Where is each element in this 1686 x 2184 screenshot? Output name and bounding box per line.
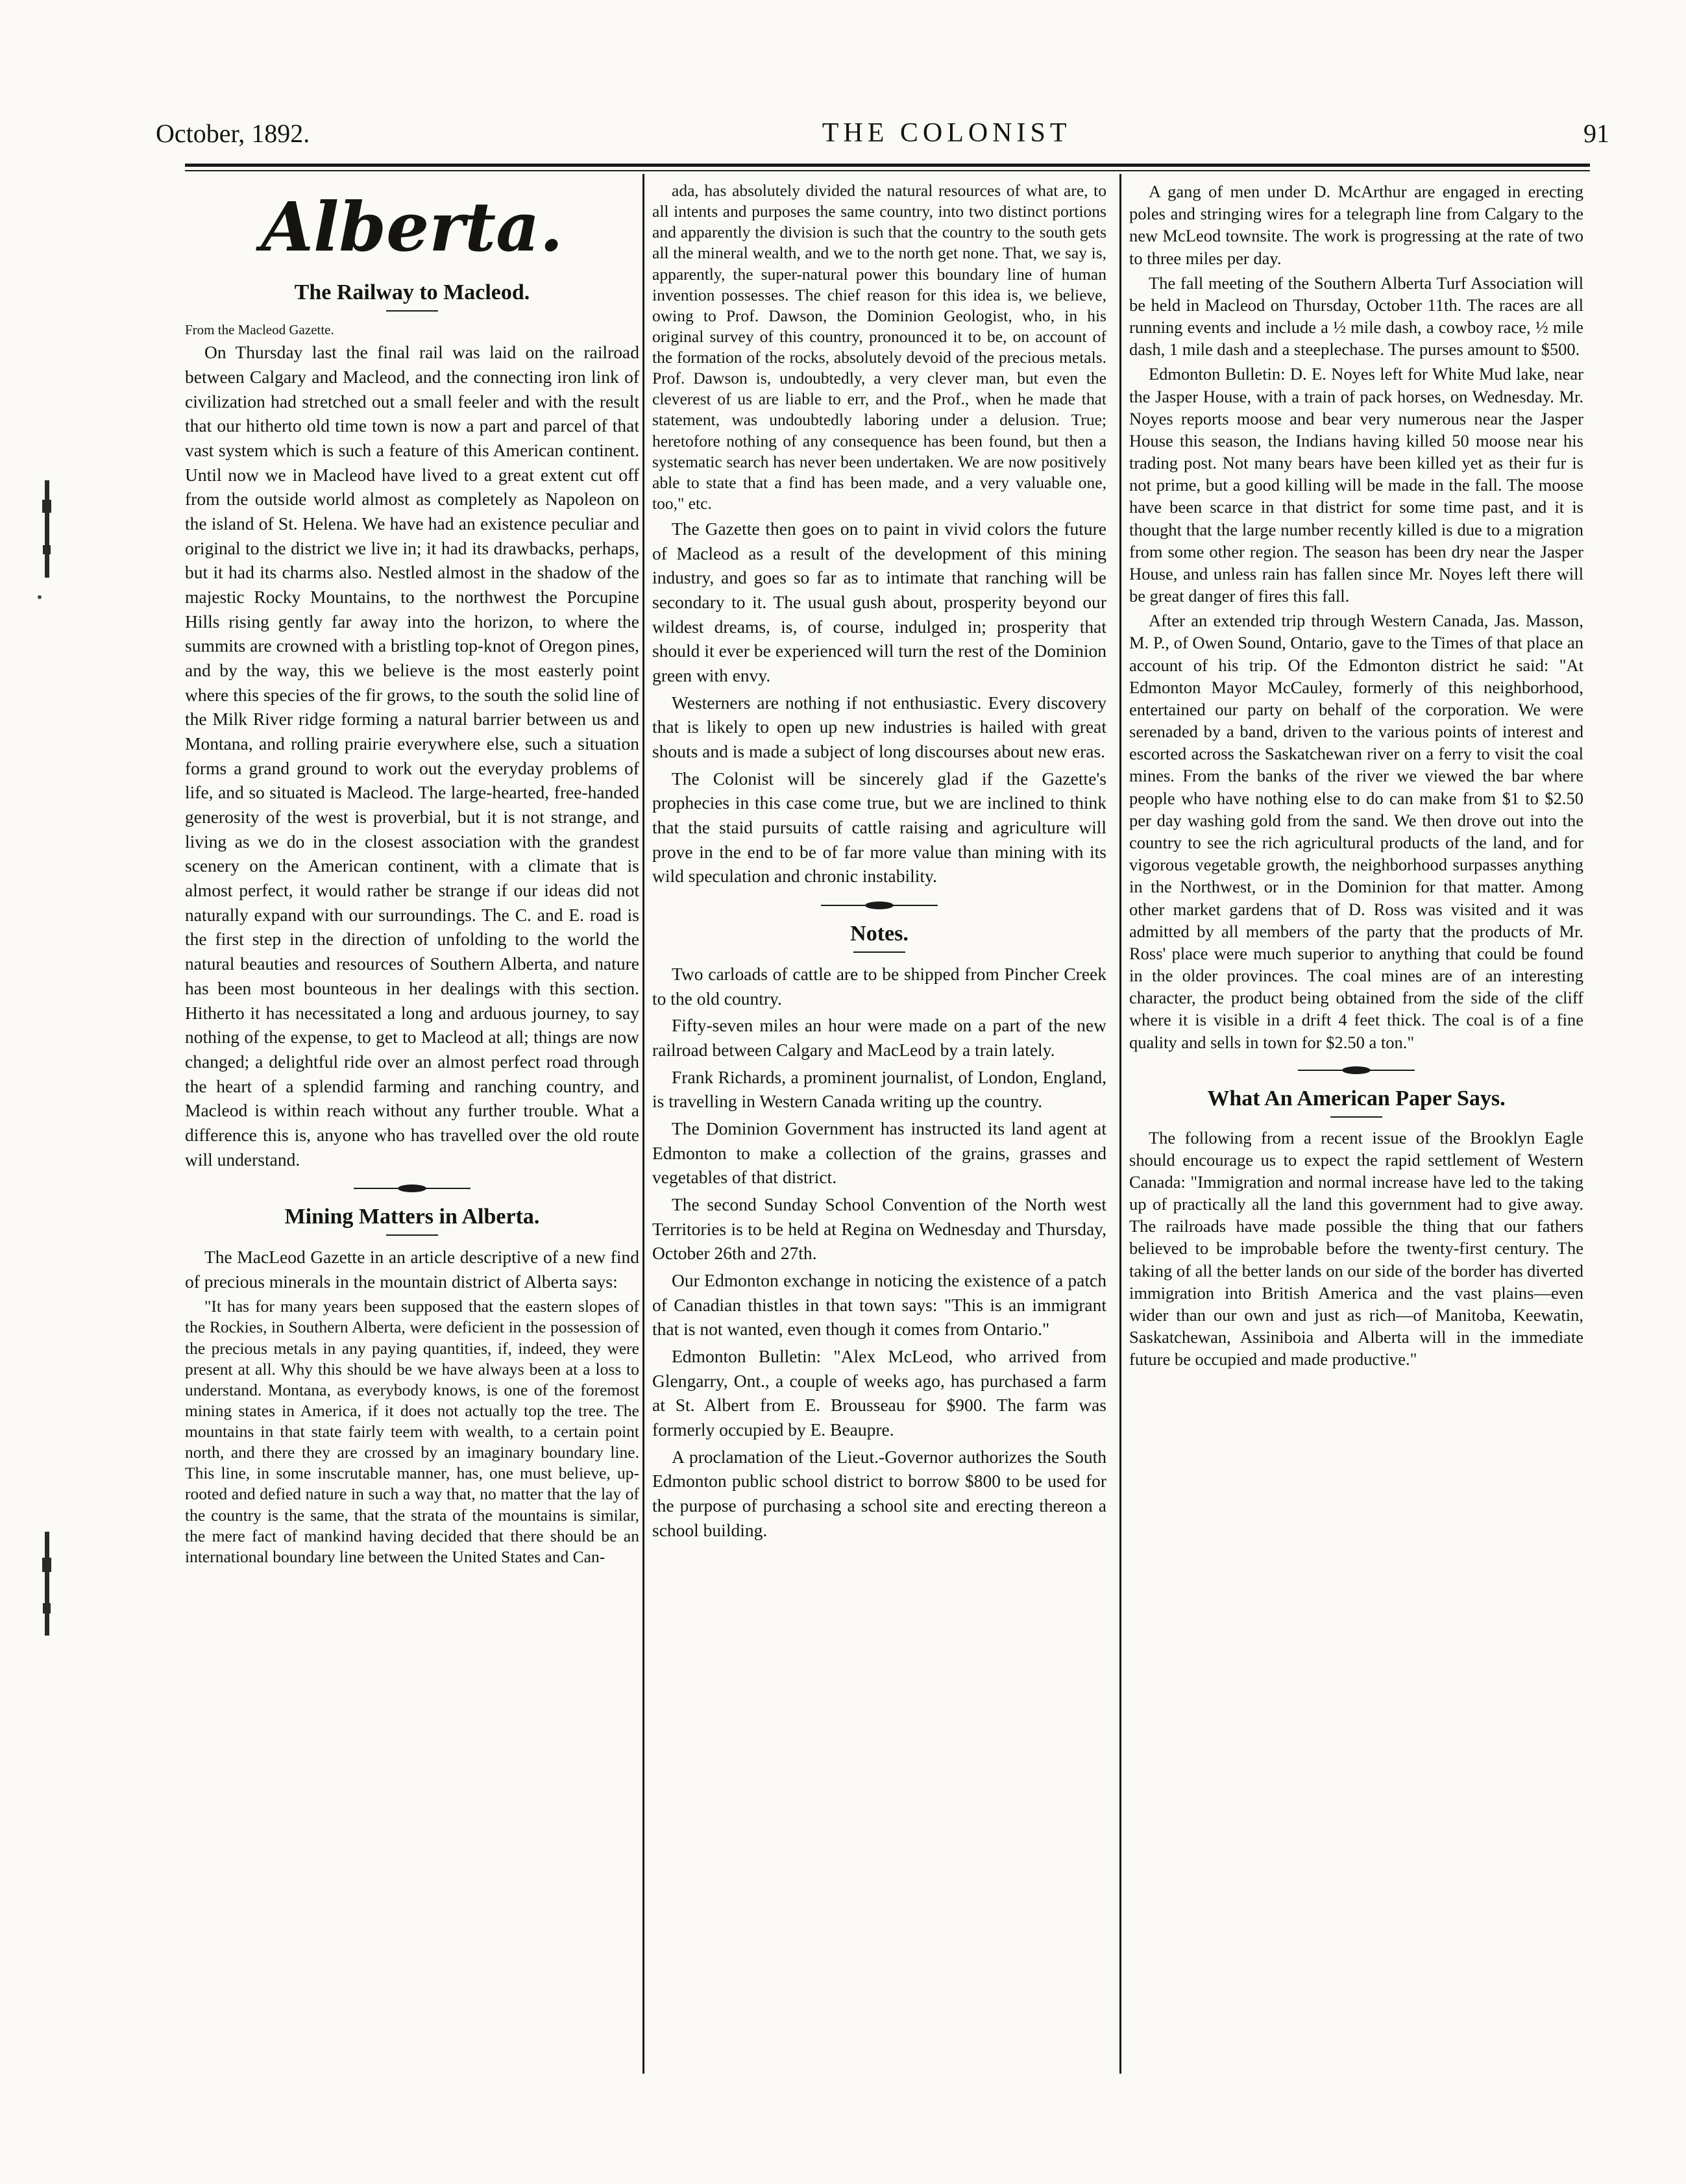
- article-heading-american-paper: What An American Paper Says.: [1207, 1086, 1506, 1110]
- ornament-divider: [821, 900, 938, 911]
- note-item: Two carloads of cattle are to be shipped from Pincher Creek to the old country.: [652, 963, 1106, 1009]
- margin-marks: [36, 467, 62, 1700]
- note-item: After an extended trip through Western Canada, Jas. Masson, M. P., of Owen Sound, Ontario, gave to the Times of that place an account of his trip. Of the Edmonton district he said: "At Edmonton Mayor McCauley, formerly of this neighborhood, entertained our party on behalf of the corporation. We were serenaded by a band, driven to the various points of interest and escorted across the Saskatchewan river on a ferry to visit the coal mines. From the banks of the river we viewed the bar where people who have nothing else to do can make from $1 to $2.50 per day washing gold from the sand. We then drove out into the country to see the rich agricultural products of the land, and for vigorous vegetable growth, the neighborhood surpasses anything in the Northwest, or in the Dominion for that matter. Among other market gardens that of D. Ross was visited and it was admitted by all members of the party that the products of Mr. Ross' place were much superior to anything that could be found in the older provinces. The coal mines are of an interesting character, the product being obtained from the side of the cliff where it is visible in a drift 4 feet thick. The coal is of a fine quality and sells in town for $2.50 a ton.": [1129, 611, 1583, 1052]
- note-item: Our Edmonton exchange in noticing the existence of a patch of Canadian thistles in that town says: "This is an immigrant that is not wanted, even though it comes from Ontario.": [652, 1270, 1106, 1340]
- header-date: October, 1892.: [156, 118, 310, 148]
- article-heading-railway: The Railway to Macleod.: [294, 280, 530, 304]
- note-item: The Dominion Government has instructed its land agent at Edmonton to make a collection of the grains, grasses and vegetables of that district.: [652, 1118, 1106, 1188]
- note-item: The fall meeting of the Southern Alberta Turf Association will be held in Macleod on Thursday, October 11th. The races are all running events and include a ½ mile dash, a cowboy race, ½ mile dash, 1 mile dash and a steeplechase. The purses amount to $500.: [1129, 273, 1583, 360]
- ornament-divider: [354, 1183, 470, 1194]
- article-paragraph: The MacLeod Gazette in an article descriptive of a new find of precious minerals in the mountain district of Alberta says:: [185, 1247, 639, 1292]
- note-item: Fifty-seven miles an hour were made on a part of the new railroad between Calgary and MacLeod by a train lately.: [652, 1015, 1106, 1060]
- notes-heading: Notes.: [850, 922, 909, 946]
- section-masthead: Alberta.: [261, 187, 563, 267]
- article-paragraph: Westerners are nothing if not enthusiastic. Every discovery that is likely to open up new industries is hailed with great shouts and is made a subject of long discourses about new eras.: [652, 692, 1106, 762]
- page-header: [156, 110, 1609, 156]
- header-rule-thin: [185, 170, 1590, 171]
- column-rule-1: [642, 174, 644, 2074]
- header-page-number: 91: [1583, 118, 1609, 148]
- article-paragraph: The Colonist will be sincerely glad if the Gazette's prophecies in this case come true, but we are inclined to think that the staid pursuits of cattle raising and agriculture will prove in the end to be of far more value than mining with its wild speculation and chronic instability.: [652, 768, 1106, 887]
- header-title: THE COLONIST: [822, 118, 1071, 148]
- article-source: From the Macleod Gazette.: [185, 321, 334, 337]
- header-rule: [185, 164, 1590, 167]
- ornament-divider: [1298, 1065, 1415, 1075]
- note-item: The second Sunday School Convention of the North west Territories is to be held at Regina on Wednesday and Thursday, October 26th and 27th.: [652, 1194, 1106, 1264]
- heading-rule: [1330, 1116, 1382, 1118]
- note-item: Edmonton Bulletin: "Alex McLeod, who arrived from Glengarry, Ont., a couple of weeks ago, has purchased a farm at St. Albert from E. Brousseau for $900. The farm was formerly occupied by E. Beaupre.: [652, 1345, 1106, 1440]
- article-paragraph: The Gazette then goes on to paint in vivid colors the future of Macleod as a result of the development of this mining industry, and goes so far as to intimate that ranching will be secondary to it. The usual gush about, prosperity beyond our wildest dreams, is, of course, indulged in; prosperity that should it ever be experienced will turn the rest of the Dominion green with envy.: [652, 519, 1106, 686]
- note-item: A gang of men under D. McArthur are engaged in erecting poles and stringing wires for a telegraph line from Calgary to the new McLeod townsite. The work is progressing at the rate of two to three miles per day.: [1129, 182, 1583, 268]
- article-paragraph: On Thursday last the final rail was laid on the railroad between Calgary and Macleod, and the connecting iron link of civilization had stretched out a small feeler and with the result that our hitherto old time town is now a part and parcel of that vast system which is such a feature of this American continent. Until now we in Macleod have lived to a great extent cut off from the outside world almost as completely as Napoleon on the island of St. Helena. We have had an existence peculiar and original to the district we live in; it had its drawbacks, perhaps, but it had its charms also. Nestled almost in the shadow of the majestic Rocky Mountains, to the northwest the Porcupine Hills rising gently far away into the horizon, to where the summits are crowned with a bristling top-knot of Oregon pines, and by the way, this we believe is the most easterly point where this species of the fir grows, to the south the solid line of the Milk River ridge forming a natural barrier between us and Montana, and rolling prairie everywhere else, such a situation forms a grand ground to work out the everyday problems of life, and so situated is Macleod. The large-hearted, free-handed generosity of the west is proverbial, but it is not strange, and living as we do in the closest association with the grandest scenery on the American continent, with a climate that is almost perfect, it would rather be strange if our ideas did not naturally expand with our surroundings. The C. and E. road is the first step in the direction of unfolding to the world the natural beauties and resources of Southern Alberta, and nature has been most bounteous in her dealings with this section. Hitherto it has necessitated a long and arduous journey, to say nothing of the expense, to get to Macleod at all; things are now changed; a delightful ride over an almost perfect road through the heart of a splendid farming and ranching country, and Macleod is within reach without any further trouble. What a difference this is, anyone who has travelled over the old route will understand.: [185, 342, 639, 1170]
- article-quote-continued: ada, has absolutely divided the natural resources of what are, to all intents and purposes the same country, into two distinct portions and apparently the division is such that the country to the south gets all the mineral wealth, and we to the north get none. That, we say is, apparently, the super-natural power this boundary line of human invention possesses. The chief reason for this idea is, we believe, owing to Prof. Dawson, the Dominion Geologist, who, in his original survey of this country, pronounced it to be, on account of the formation of the rocks, absolutely devoid of the precious metals. Prof. Dawson is, undoubtedly, a very clever man, but even the cleverest of us are liable to err, and the Prof., when he made that statement, was undoubtedly laboring under a delusion. True; heretofore nothing of any consequence has been found, but then a systematic search has never been undertaken. We are now positively able to state that a find has been made, and a very valuable one, too," etc.: [652, 181, 1106, 513]
- article-quote: "It has for many years been supposed that the eastern slopes of the Rockies, in Southern Alberta, were deficient in the possession of the precious metals in any paying quantities, if, indeed, they were present at all. Why this should be we have always been at a loss to understand. Montana, as everybody knows, is one of the foremost mining states in America, if it does not actually top the tree. The mountains in that state fairly teem with wealth, to a certain point north, and there they are crossed by an imaginary boundary line. This line, in some inscrutable manner, has, one must believe, up-rooted and defied nature in such a way that, no matter that the lay of the country is the same, that the strata of the mountains is similar, the mere fact of mankind having decided that there should be an international boundary line between the United States and Can-: [185, 1297, 639, 1566]
- note-item: Frank Richards, a prominent journalist, of London, England, is travelling in Western Canada writing up the country.: [652, 1066, 1106, 1112]
- column-1: [185, 180, 639, 2076]
- column-3: [1129, 180, 1583, 2076]
- note-item: Edmonton Bulletin: D. E. Noyes left for White Mud lake, near the Jasper House, with a train of pack horses, on Wednesday. Mr. Noyes reports moose and bear very numerous near the Jasper House this season, the Indians having killed 50 moose near his trading post. Not many bears have been killed yet as their fur is not prime, but a good killing will be made in the fall. The moose have been scarce in that district for some time past, and it is thought that the large number recently killed is due to a migration from some other region. The season has been dry near the Jasper House, and unless rain has fallen since Mr. Noyes left there will be great danger of fires this fall.: [1129, 364, 1583, 606]
- heading-rule: [386, 1234, 438, 1236]
- note-item: A proclamation of the Lieut.-Governor authorizes the South Edmonton public school district to borrow $800 to be used for the purpose of purchasing a school site and erecting thereon a school building.: [652, 1446, 1106, 1540]
- heading-rule: [386, 310, 438, 312]
- column-2: [652, 180, 1106, 2076]
- column-rule-2: [1119, 174, 1121, 2074]
- article-paragraph: The following from a recent issue of the Brooklyn Eagle should encourage us to expect the rapid settlement of Western Canada: "Immigration and normal increase have led to the taking up of practically all the land this government had to give away. The railroads have made possible the thing that our fathers believed to be improbable before the twenty-first century. The taking of all the better lands on our side of the border has diverted immigration into British America and the vast plains—even wider than our own and just as rich—of Manitoba, Keewatin, Saskatchewan, Assiniboia and Alberta will in the immediate future be occupied and made productive.": [1129, 1127, 1583, 1369]
- article-heading-mining: Mining Matters in Alberta.: [284, 1205, 540, 1229]
- heading-rule: [853, 951, 905, 953]
